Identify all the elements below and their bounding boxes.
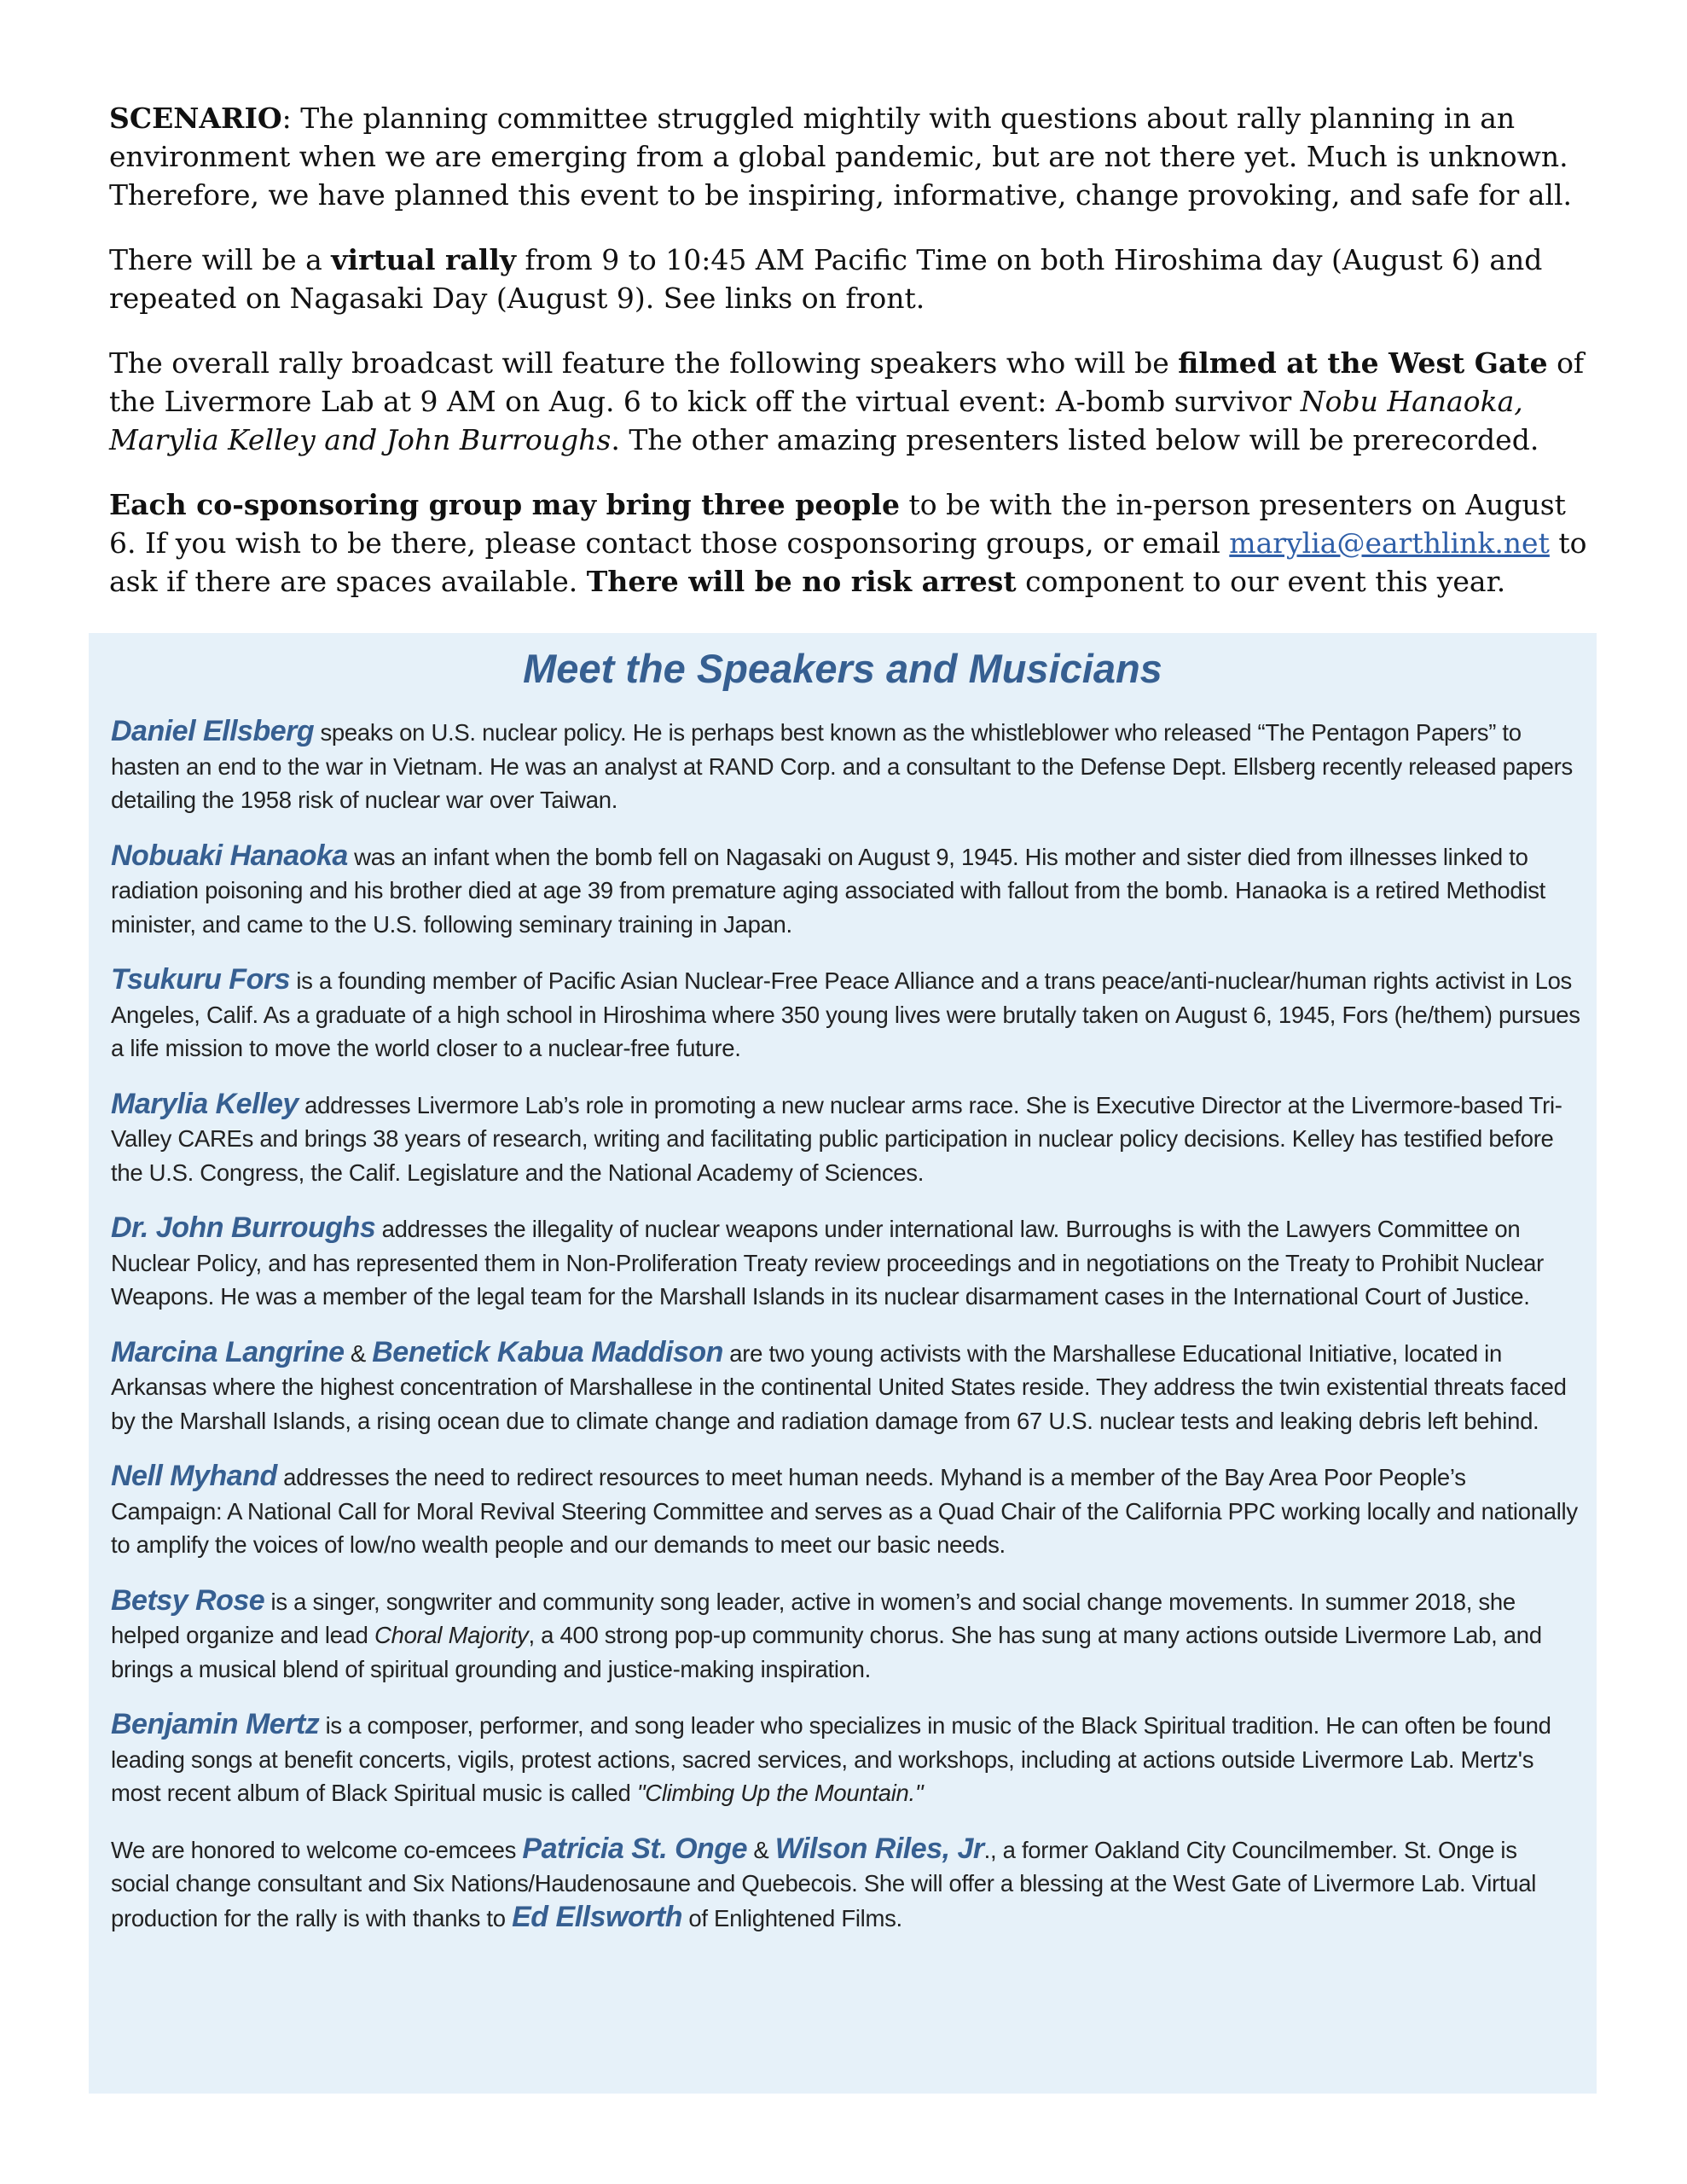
- bios-list: [111, 715, 1581, 1957]
- bio-text: is a singer, songwriter and community song leader, active in women’s and social change movements. In summer 2018, she helped organize and lead: [111, 1588, 1516, 1648]
- bio-daniel-ellsberg: [111, 715, 1581, 817]
- emcee-name: Patricia St. Onge: [522, 1832, 747, 1865]
- bio-text: , a 400 strong pop-up community chorus. She has sung at many actions outside Livermore Lab, and brings a musical blend of spiritual grounding and justice-making inspiration.: [111, 1622, 1542, 1682]
- speaker-name: Dr. John Burroughs: [111, 1211, 376, 1244]
- bio-text: addresses the illegality of nuclear weapons under international law. Burroughs is with the Lawyers Committee on Nuclear Policy, and has represented them in Non-Proliferation Treaty review proceedings and in negotiations on the Treaty to Prohibit Nuclear Weapons. He was a member of the legal team for the Marshall Islands in its nuclear disarmament cases in the International Court of Justice.: [111, 1216, 1544, 1310]
- text: from 9 to 10:45 AM Pacific Time on both Hiroshima day (August 6) and repeated on Nagasaki Day (August 9). See links on front.: [109, 243, 1543, 315]
- cosponsor-paragraph: [109, 485, 1593, 601]
- text: of the Livermore Lab at 9 AM on Aug. 6 to kick off the virtual event: A-bomb survivor: [109, 346, 1585, 418]
- bio-text: speaks on U.S. nuclear policy. He is perhaps best known as the whistleblower who released “The Pentagon Papers” to hasten an end to the war in Vietnam. He was an analyst at RAND Corp. and a consultant to the Defense Dept. Ellsberg recently released papers detailing the 1958 risk of nuclear war over Taiwan.: [111, 719, 1573, 813]
- text: to ask if there are spaces available.: [109, 526, 1587, 598]
- bio-langrine-maddison: [111, 1336, 1581, 1438]
- text: There will be a: [109, 243, 332, 276]
- text: of Enlightened Films.: [682, 1904, 902, 1931]
- speakers-box: [89, 633, 1597, 2094]
- bold-text: filmed at the West Gate: [1178, 346, 1548, 380]
- bold-text: virtual rally: [331, 243, 517, 276]
- speaker-name: Daniel Ellsberg: [111, 715, 315, 747]
- email-link[interactable]: marylia@earthlink.net: [1229, 526, 1550, 560]
- text: to be with the in-person presenters on August 6. If you wish to be there, please contact those cosponsoring groups, or email: [109, 488, 1566, 560]
- bio-text: was an infant when the bomb fell on Nagasaki on August 9, 1945. His mother and sister died from illnesses linked to radiation poisoning and his brother died at age 39 from premature aging associated with fallout from the bomb. Hanaoka is a retired Methodist minister, and came to the U.S. following seminary training in Japan.: [111, 843, 1546, 938]
- bio-nobuaki-hanaoka: [111, 839, 1581, 942]
- scenario-paragraph: [109, 99, 1593, 214]
- bold-text: Each co-sponsoring group may bring three people: [109, 488, 900, 521]
- bio-text: addresses Livermore Lab’s role in promoting a new nuclear arms race. She is Executive Director at the Livermore-based Tri-Valley CAREs and brings 38 years of research, writing and facilitating public participation in nuclear policy decisions. Kelley has testified before the U.S. Congress, the Calif. Legislature and the National Academy of Sciences.: [111, 1091, 1562, 1186]
- speaker-name: Marylia Kelley: [111, 1087, 299, 1120]
- speaker-name: Tsukuru Fors: [111, 963, 290, 996]
- ampersand: &: [344, 1339, 373, 1367]
- speaker-name: Marcina Langrine: [111, 1335, 345, 1368]
- text: . The other amazing presenters listed below will be prerecorded.: [611, 423, 1539, 456]
- text: The overall rally broadcast will feature the following speakers who will be: [109, 346, 1179, 380]
- speaker-name: Nell Myhand: [111, 1460, 277, 1492]
- emcee-name: Wilson Riles, Jr: [774, 1832, 984, 1865]
- italic-title: Choral Majority: [374, 1622, 529, 1648]
- speakers-title: Meet the Speakers and Musicians: [523, 646, 1162, 691]
- speaker-name: Nobuaki Hanaoka: [111, 839, 348, 872]
- intro-section: [109, 99, 1593, 627]
- italic-names: Nobu Hanaoka, Marylia Kelley and John Burroughs: [109, 385, 1523, 456]
- text: We are honored to welcome co-emcees: [111, 1836, 523, 1863]
- text: component to our event this year.: [1016, 565, 1506, 598]
- bio-text: is a founding member of Pacific Asian Nuclear-Free Peace Alliance and a trans peace/anti-nuclear/human rights activist in Los Angeles, Calif. As a graduate of a high school in Hiroshima where 350 young lives were brutally taken on August 6, 1945, Fors (he/them) pursues a life mission to move the world closer to a nuclear-free future.: [111, 967, 1580, 1061]
- ampersand: &: [747, 1836, 775, 1863]
- bio-text: are two young activists with the Marshallese Educational Initiative, located in Arkansas where the highest concentration of Marshallese in the continental United States reside. They address the twin existential threats faced by the Marshall Islands, a rising ocean due to climate change and radiation damage from 67 U.S. nuclear tests and leaking debris left behind.: [111, 1339, 1567, 1434]
- bio-marylia-kelley: [111, 1088, 1581, 1190]
- broadcast-paragraph: [109, 344, 1593, 459]
- scenario-text: : The planning committee struggled mightily with questions about rally planning in an environment when we are emerging from a global pandemic, but are not there yet. Much is unknown. Therefore, we have planned this event to be inspiring, informative, change provoking, and safe for all.: [109, 102, 1572, 212]
- producer-name: Ed Ellsworth: [512, 1900, 683, 1933]
- bio-nell-myhand: [111, 1460, 1581, 1562]
- speaker-name: Betsy Rose: [111, 1583, 265, 1617]
- bio-tsukuru-fors: [111, 963, 1581, 1066]
- closing-paragraph: [111, 1833, 1581, 1936]
- speaker-name: Benetick Kabua Maddison: [372, 1335, 723, 1368]
- bio-john-burroughs: [111, 1211, 1581, 1314]
- scenario-label: SCENARIO: [109, 102, 282, 135]
- bio-text: is a composer, performer, and song leader who specializes in music of the Black Spiritual tradition. He can often be found leading songs at benefit concerts, vigils, protest actions, sacred services, and workshops, including at actions outside Livermore Lab. Mertz's most recent album of Black Spiritual music is called: [111, 1712, 1551, 1806]
- italic-title: "Climbing Up the Mountain.": [636, 1780, 924, 1806]
- bold-text: There will be no risk arrest: [586, 565, 1017, 598]
- bio-text: addresses the need to redirect resources to meet human needs. Myhand is a member of the Bay Area Poor People’s Campaign: A National Call for Moral Revival Steering Committee and serves as a Quad Chair of the California PPC working locally and nationally to amplify the voices of low/no wealth people and our demands to meet our basic needs.: [111, 1464, 1578, 1558]
- bio-betsy-rose: [111, 1584, 1581, 1687]
- virtual-rally-paragraph: [109, 241, 1593, 317]
- text: ., a former Oakland City Councilmember. St. Onge is social change consultant and Six Nations/Haudenosaune and Quebecois. She will offer a blessing at the West Gate of Livermore Lab. Virtual production for the rally is with thanks to: [111, 1836, 1537, 1931]
- bio-benjamin-mertz: [111, 1708, 1581, 1810]
- speaker-name: Benjamin Mertz: [111, 1708, 320, 1740]
